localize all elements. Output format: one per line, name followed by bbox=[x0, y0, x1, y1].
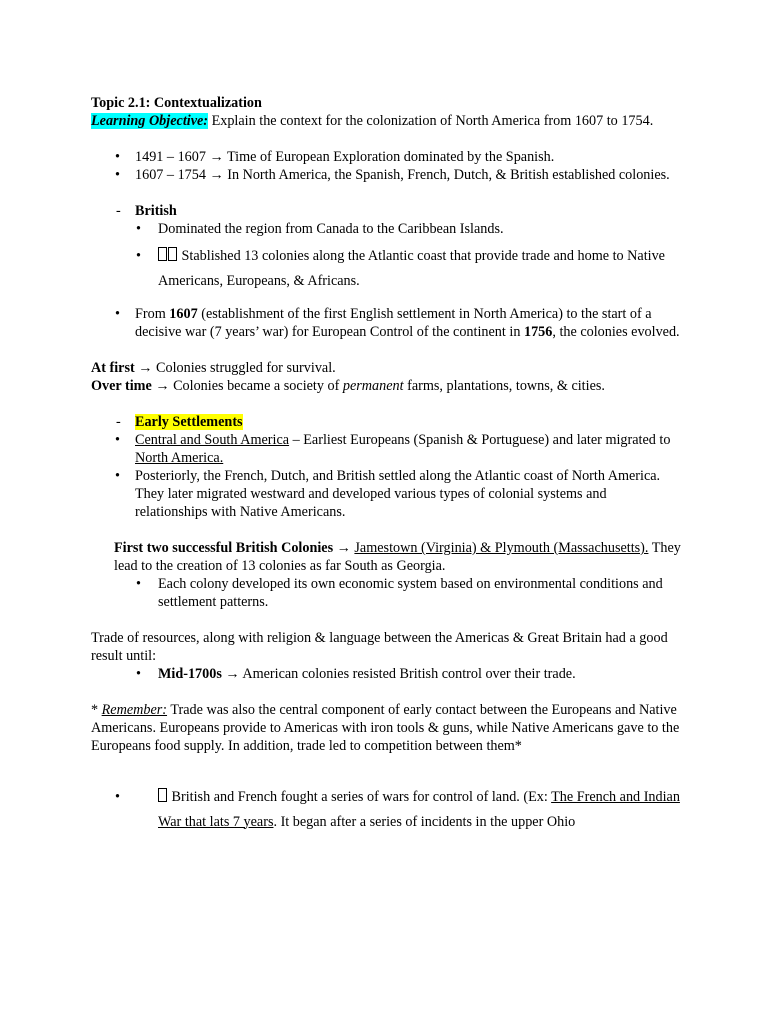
early-item: Posteriorly, the French, Dutch, and British settled along the Atlantic coast of North America. They later migrated westward and developed various types of colonial systems and relationships with Native Americans. bbox=[135, 468, 661, 520]
over-time-line: Over time → Colonies became a society of permanent farms, plantations, towns, & cities. bbox=[91, 378, 605, 394]
objective-text: Explain the context for the colonization of North America from 1607 to 1754. bbox=[208, 113, 654, 129]
dash-icon: - bbox=[116, 203, 121, 219]
british-item: Stablished 13 colonies along the Atlantic coast that provide trade and home to Native Americans, Europeans, & Africans. bbox=[158, 248, 665, 289]
missing-glyph-icon bbox=[168, 247, 177, 261]
list-item bbox=[91, 665, 681, 683]
bullet-icon: • bbox=[136, 666, 141, 682]
early-item: Central and South America – Earliest Europeans (Spanish & Portuguese) and later migrated to North America. bbox=[135, 432, 671, 466]
list-item bbox=[91, 431, 681, 467]
list-item bbox=[91, 467, 681, 521]
british-item: Dominated the region from Canada to the Caribbean Islands. bbox=[158, 221, 504, 237]
page-title: Topic 2.1: Contextualization bbox=[91, 95, 262, 111]
era-item: 1607 – 1754 → In North America, the Spanish, French, Dutch, & British established colonies. bbox=[135, 167, 670, 183]
list-item bbox=[91, 148, 681, 166]
section-heading-british bbox=[91, 202, 681, 220]
list-item bbox=[91, 244, 681, 293]
era-item: 1491 – 1607 → Time of European Exploration dominated by the Spanish. bbox=[135, 149, 555, 165]
missing-glyph-icon bbox=[158, 788, 167, 802]
bullet-icon: • bbox=[136, 248, 141, 264]
early-heading: Early Settlements bbox=[135, 414, 243, 430]
bullet-icon: • bbox=[136, 221, 141, 237]
learning-objective bbox=[91, 112, 681, 130]
missing-glyph-icon bbox=[158, 247, 167, 261]
from-1607-text: From 1607 (establishment of the first English settlement in North America) to the start of a decisive war (7 years’ war) for European Control of the continent in 1756, the colonies evolved. bbox=[135, 306, 680, 340]
remember-paragraph: * Remember: Trade was also the central component of early contact between the Europeans and Native Americans. Europeans provide to Americas with iron tools & guns, while Native Americans gave to the Europeans food supply. In addition, trade led to competition between them* bbox=[91, 702, 680, 754]
bullet-icon: • bbox=[115, 468, 120, 484]
bullet-icon: • bbox=[115, 432, 120, 448]
wars-item: British and French fought a series of wars for control of land. (Ex: The French and Indian War that lats 7 years. It began after a series of incidents in the upper Ohio bbox=[158, 789, 680, 830]
list-item bbox=[91, 785, 681, 834]
trade-paragraph: Trade of resources, along with religion & language between the Americas & Great Britain had a good result until: bbox=[91, 630, 668, 664]
mid-1700s-item: Mid-1700s → American colonies resisted British control over their trade. bbox=[158, 666, 576, 682]
list-item bbox=[91, 220, 681, 238]
bullet-icon: • bbox=[115, 167, 120, 183]
list-item bbox=[91, 575, 681, 611]
bullet-icon: • bbox=[136, 576, 141, 592]
bullet-icon: • bbox=[115, 149, 120, 165]
section-heading-early bbox=[91, 413, 681, 431]
british-heading: British bbox=[135, 203, 177, 219]
at-first-line: At first → Colonies struggled for survival. bbox=[91, 360, 336, 376]
document-page bbox=[91, 94, 681, 834]
colony-item: Each colony developed its own economic system based on environmental conditions and settlement patterns. bbox=[158, 576, 663, 610]
list-item bbox=[91, 166, 681, 184]
first-two-colonies: First two successful British Colonies → Jamestown (Virginia) & Plymouth (Massachusetts). They lead to the creation of 13 colonies as far South as Georgia. bbox=[114, 540, 681, 574]
dash-icon: - bbox=[116, 414, 121, 430]
bullet-icon: • bbox=[115, 306, 120, 322]
list-item bbox=[91, 305, 681, 341]
bullet-icon: • bbox=[115, 789, 120, 805]
objective-label: Learning Objective: bbox=[91, 113, 209, 129]
